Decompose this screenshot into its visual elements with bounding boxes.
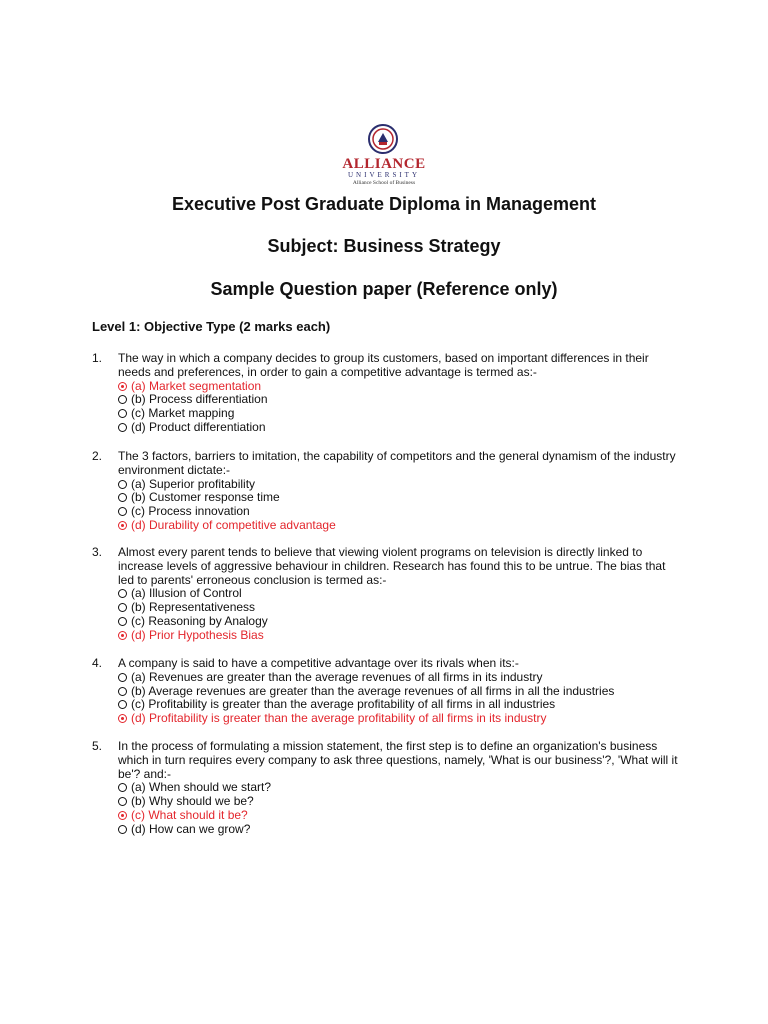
answer-option[interactable] <box>118 823 682 837</box>
option-label: (b) Average revenues are greater than the average revenues of all firms in all the industries <box>131 683 615 698</box>
answer-option-correct[interactable] <box>118 519 682 533</box>
answer-option[interactable] <box>118 698 682 712</box>
question-stem: Almost every parent tends to believe that viewing violent programs on television is directly linked to increase levels of aggressive behaviour in children. Research has found this to be untrue. The bias that led to parents' erroneous conclusion is termed as:- <box>118 545 666 587</box>
radio-empty-icon[interactable] <box>118 395 127 404</box>
question-body <box>118 352 682 435</box>
radio-selected-icon[interactable] <box>118 714 127 723</box>
question-body <box>118 546 682 643</box>
radio-empty-icon[interactable] <box>118 589 127 598</box>
radio-selected-icon[interactable] <box>118 631 127 640</box>
answer-option[interactable] <box>118 407 682 421</box>
option-label: (b) Why should we be? <box>131 794 254 809</box>
question-body <box>118 740 682 837</box>
option-label: (b) Representativeness <box>131 600 256 615</box>
logo-brand-text: ALLIANCE <box>342 156 426 172</box>
question-number: 5. <box>92 739 103 753</box>
university-seal-icon <box>368 124 398 154</box>
option-label: (d) Durability of competitive advantage <box>131 517 336 532</box>
radio-selected-icon[interactable] <box>118 382 127 391</box>
question-2 <box>92 450 682 533</box>
option-label: (a) When should we start? <box>131 780 272 795</box>
question-body <box>118 657 682 726</box>
answer-option[interactable] <box>118 505 682 519</box>
radio-empty-icon[interactable] <box>118 507 127 516</box>
answer-option[interactable] <box>118 685 682 699</box>
radio-empty-icon[interactable] <box>118 673 127 682</box>
radio-empty-icon[interactable] <box>118 617 127 626</box>
logo-school-text: Alliance School of Business <box>352 180 416 186</box>
radio-empty-icon[interactable] <box>118 493 127 502</box>
option-label: (c) What should it be? <box>131 807 248 822</box>
paper-title: Sample Question paper (Reference only) <box>210 279 558 299</box>
logo-subtitle-text: UNIVERSITY <box>348 171 420 179</box>
radio-selected-icon[interactable] <box>118 811 127 820</box>
radio-empty-icon[interactable] <box>118 687 127 696</box>
subject-title: Subject: Business Strategy <box>267 236 501 256</box>
question-number: 3. <box>92 545 103 559</box>
question-stem: The way in which a company decides to group its customers, based on important differences in their needs and preferences, in order to gain a competitive advantage is termed as:- <box>118 351 649 379</box>
question-3 <box>92 546 682 643</box>
question-5 <box>92 740 682 837</box>
question-body <box>118 450 682 533</box>
radio-empty-icon[interactable] <box>118 700 127 709</box>
question-number: 4. <box>92 656 103 670</box>
question-number: 2. <box>92 449 103 463</box>
radio-selected-icon[interactable] <box>118 521 127 530</box>
answer-option-correct[interactable] <box>118 380 682 394</box>
answer-option[interactable] <box>118 601 682 615</box>
option-label: (d) Product differentiation <box>131 419 266 434</box>
radio-empty-icon[interactable] <box>118 825 127 834</box>
radio-empty-icon[interactable] <box>118 480 127 489</box>
radio-empty-icon[interactable] <box>118 797 127 806</box>
option-label: (d) Prior Hypothesis Bias <box>131 627 264 642</box>
question-stem: The 3 factors, barriers to imitation, the capability of competitors and the general dynamism of the industry environment dictate:- <box>118 449 676 477</box>
answer-option[interactable] <box>118 478 682 492</box>
section-title: Level 1: Objective Type (2 marks each) <box>92 319 331 334</box>
option-label: (c) Profitability is greater than the average profitability of all firms in all industries <box>131 697 556 712</box>
radio-empty-icon[interactable] <box>118 783 127 792</box>
answer-option[interactable] <box>118 781 682 795</box>
option-label: (c) Reasoning by Analogy <box>131 613 268 628</box>
answer-option[interactable] <box>118 615 682 629</box>
option-label: (b) Customer response time <box>131 490 280 505</box>
option-label: (a) Illusion of Control <box>131 586 242 601</box>
answer-option[interactable] <box>118 795 682 809</box>
option-label: (a) Revenues are greater than the average revenues of all firms in its industry <box>131 669 543 684</box>
question-number: 1. <box>92 351 103 365</box>
answer-option-correct[interactable] <box>118 712 682 726</box>
option-label: (a) Superior profitability <box>131 476 256 491</box>
option-label: (d) How can we grow? <box>131 821 251 836</box>
radio-empty-icon[interactable] <box>118 423 127 432</box>
program-title: Executive Post Graduate Diploma in Management <box>171 194 597 214</box>
answer-option[interactable] <box>118 421 682 435</box>
radio-empty-icon[interactable] <box>118 409 127 418</box>
question-1 <box>92 352 682 435</box>
option-label: (c) Process innovation <box>131 504 250 519</box>
option-label: (d) Profitability is greater than the average profitability of all firms in its industry <box>131 711 547 726</box>
university-logo <box>340 124 428 192</box>
question-stem: A company is said to have a competitive advantage over its rivals when its:- <box>118 656 519 670</box>
answer-option-correct[interactable] <box>118 629 682 643</box>
answer-option[interactable] <box>118 671 682 685</box>
answer-option[interactable] <box>118 587 682 601</box>
option-label: (a) Market segmentation <box>131 378 262 393</box>
question-4 <box>92 657 682 726</box>
answer-option[interactable] <box>118 393 682 407</box>
answer-option[interactable] <box>118 491 682 505</box>
radio-empty-icon[interactable] <box>118 603 127 612</box>
answer-option-correct[interactable] <box>118 809 682 823</box>
option-label: (c) Market mapping <box>131 406 235 421</box>
question-stem: In the process of formulating a mission statement, the first step is to define an organization's business which in turn requires every company to ask three questions, namely, 'What is our business'?, 'What will it be'? and:- <box>118 739 678 781</box>
option-label: (b) Process differentiation <box>131 392 268 407</box>
